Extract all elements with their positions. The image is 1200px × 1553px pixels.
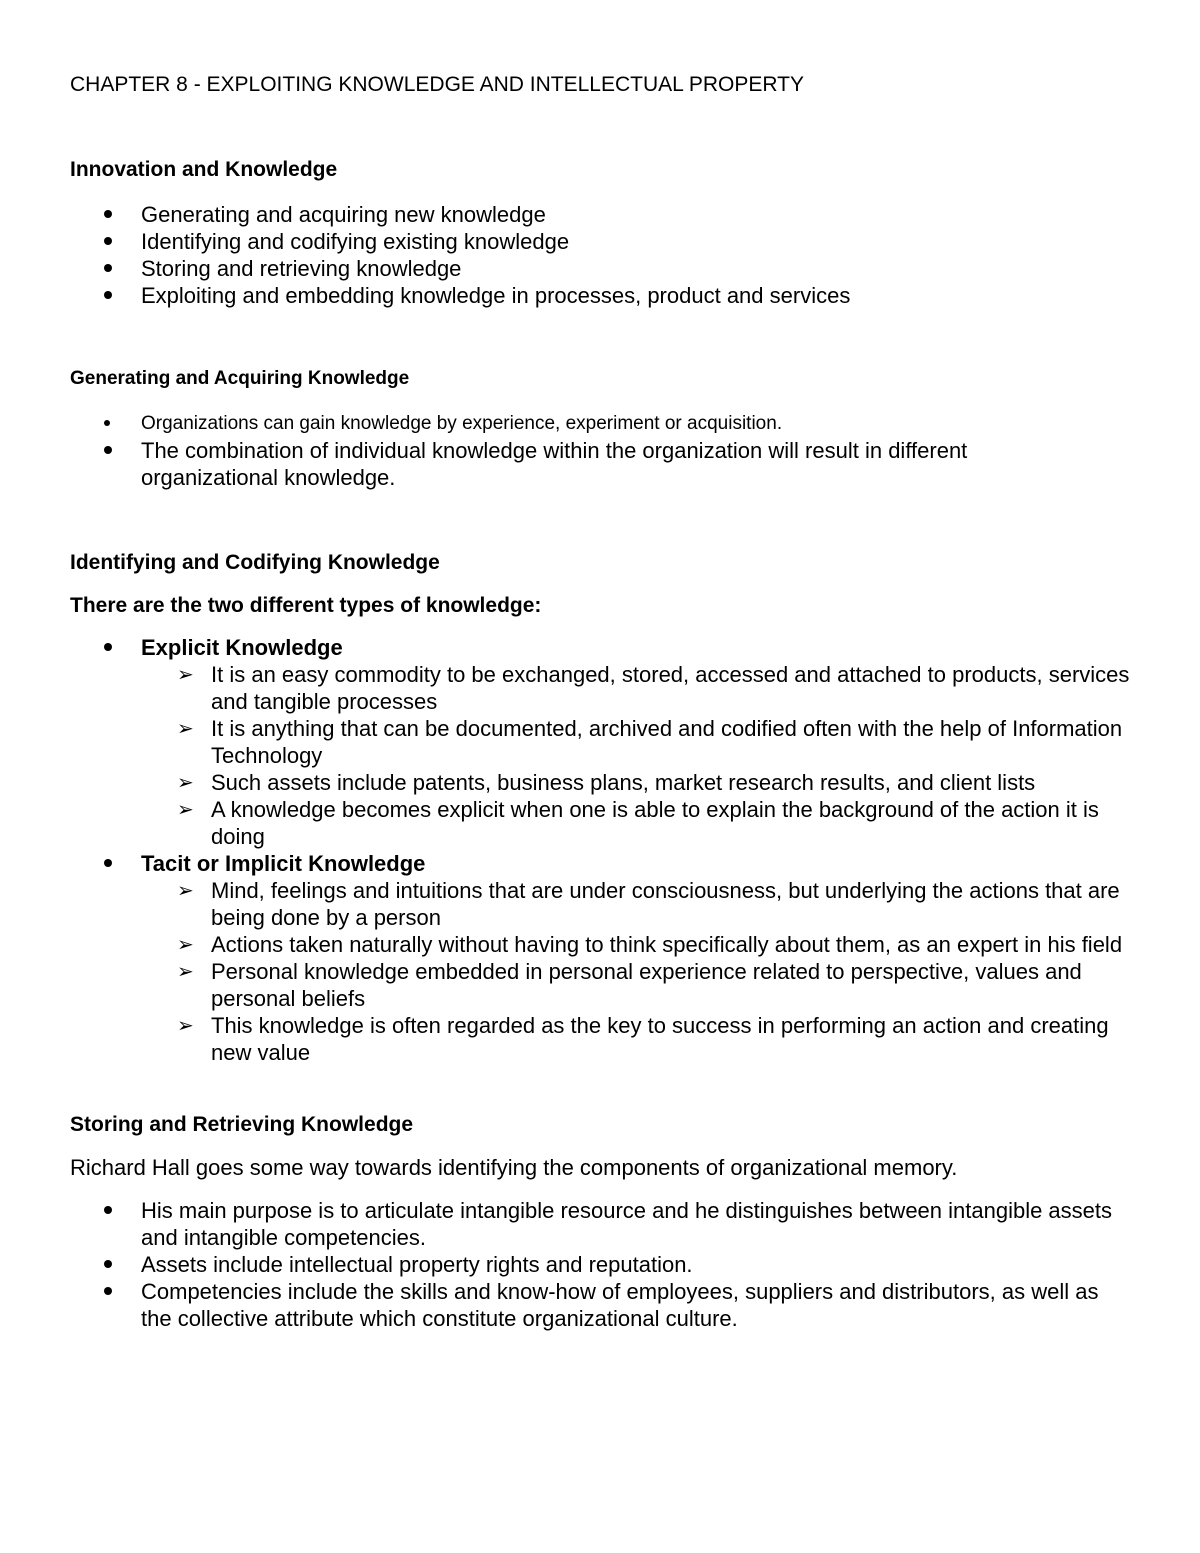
list-item: ➢ A knowledge becomes explicit when one is able to explain the background of the action it is doing [177,797,1099,849]
list-item: His main purpose is to articulate intangible resource and he distinguishes between intangible assets and intangible competencies. [70,1197,1130,1251]
arrow-bullet-icon: ➢ [177,662,194,686]
tacit-points [141,877,1130,1066]
arrow-bullet-icon: ➢ [177,1013,194,1037]
generating-list [70,410,1070,491]
section-heading-innovation: Innovation and Knowledge [70,158,338,181]
arrow-bullet-icon: ➢ [177,797,194,821]
list-item: ➢ It is an easy commodity to be exchanged, stored, accessed and attached to products, services and tangible processes [177,662,1130,714]
storing-intro: Richard Hall goes some way towards identifying the components of organizational memory. [70,1155,958,1180]
list-item-tacit [70,850,1130,1066]
bullet-icon [104,420,110,426]
bullet-icon [104,210,112,218]
arrow-bullet-icon: ➢ [177,932,194,956]
list-item: Competencies include the skills and know-how of employees, suppliers and distributors, as well as the collective attribute which constitute organizational culture. [70,1278,1130,1332]
bullet-icon [104,1206,112,1214]
list-item: ➢ Personal knowledge embedded in personal experience related to perspective, values and personal beliefs [177,959,1082,1011]
bullet-icon [104,1260,112,1268]
bullet-icon [104,643,112,651]
section-heading-generating: Generating and Acquiring Knowledge [70,368,410,389]
tacit-label: Tacit or Implicit Knowledge [141,851,426,876]
list-item: Organizations can gain knowledge by experience, experiment or acquisition. [70,410,1070,437]
list-item: Generating and acquiring new knowledge [70,201,850,228]
storing-list [70,1197,1130,1332]
knowledge-types-list [70,634,1130,1066]
arrow-bullet-icon: ➢ [177,878,194,902]
bullet-icon [104,1287,112,1295]
explicit-label: Explicit Knowledge [141,635,343,660]
bullet-icon [104,859,112,867]
bullet-icon [104,237,112,245]
chapter-title: CHAPTER 8 - EXPLOITING KNOWLEDGE AND INTELLECTUAL PROPERTY [70,73,804,96]
section-heading-storing: Storing and Retrieving Knowledge [70,1113,414,1136]
list-item: Storing and retrieving knowledge [70,255,850,282]
list-item-explicit [70,634,1130,850]
list-item: ➢ Actions taken naturally without having to think specifically about them, as an expert in his field [177,932,1123,957]
list-item: ➢ Mind, feelings and intuitions that are under consciousness, but underlying the actions that are being done by a person [177,878,1120,930]
list-item: ➢ Such assets include patents, business plans, market research results, and client lists [177,770,1036,795]
innovation-list [70,201,850,309]
list-item: The combination of individual knowledge within the organization will result in different organizational knowledge. [70,437,1041,491]
section-heading-identifying: Identifying and Codifying Knowledge [70,551,440,574]
bullet-icon [104,446,112,454]
bullet-icon [104,291,112,299]
list-item: Identifying and codifying existing knowledge [70,228,850,255]
arrow-bullet-icon: ➢ [177,959,194,983]
explicit-points [141,661,1130,850]
arrow-bullet-icon: ➢ [177,716,194,740]
list-item: ➢ This knowledge is often regarded as the key to success in performing an action and creating new value [177,1013,1109,1065]
list-item: Assets include intellectual property rights and reputation. [70,1251,1130,1278]
section-subheading-types: There are the two different types of knowledge: [70,594,542,617]
list-item: ➢ It is anything that can be documented, archived and codified often with the help of Information Technology [177,716,1123,768]
arrow-bullet-icon: ➢ [177,770,194,794]
bullet-icon [104,264,112,272]
list-item: Exploiting and embedding knowledge in processes, product and services [70,282,850,309]
